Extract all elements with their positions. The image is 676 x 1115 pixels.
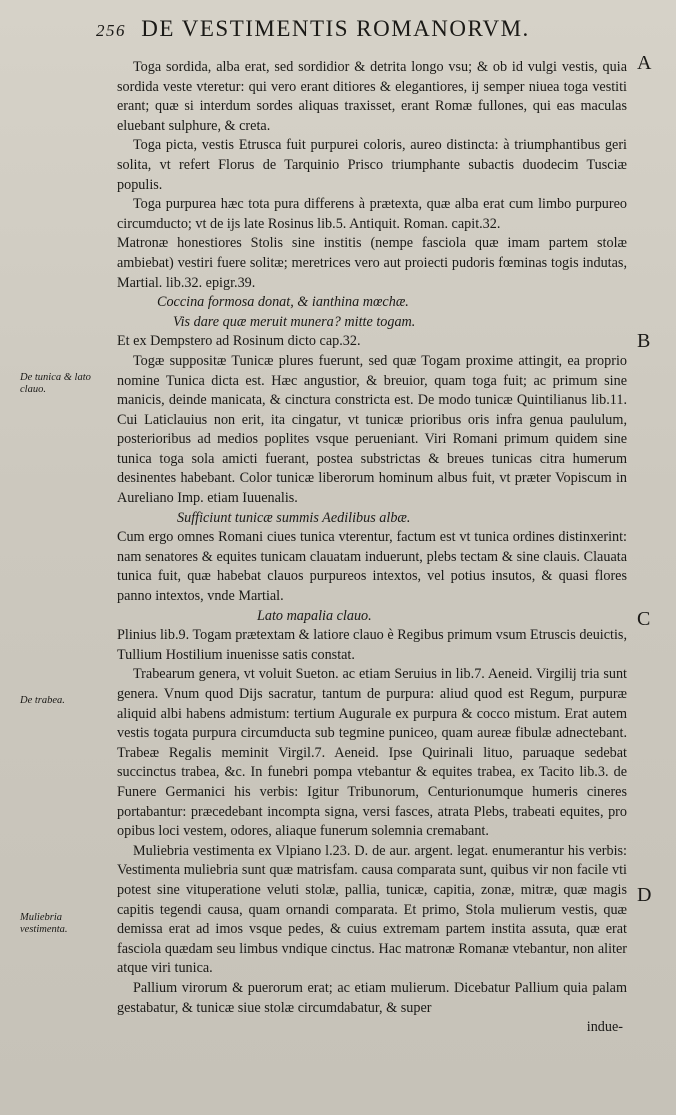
text-body (117, 58, 627, 1038)
paragraph: Toga purpurea hæc tota pura differens à prætexta, quæ alba erat cum limbo purpureo circumducto; vt de ijs late Rosinus lib.5. Antiquit. Roman. capit.32. (117, 196, 627, 232)
section-letter-a: A (637, 52, 652, 74)
paragraph: Muliebria vestimenta ex Vlpiano l.23. D. de aur. argent. legat. enumerantur his verbis: Vestimenta muliebria sunt quæ matrisfam. causa comparata sunt, quibus vir non facile vti potest sine vituperatione veluti stolæ, pallia, tunicæ, capitia, zonæ, mitræ, quæ magis capitis tegendi causa, quam ornandi comparata. Et primo, Stola mulierum vestis, quæ demissa erat ad imos vsque pedes, & cuius extremam partem instita assuta, quæ erat fasciola quædam seu limbus vndique cinctus. Hac matronæ Romanæ vtebantur, non aliter atque viri tunica. (117, 842, 627, 977)
section-letter-b: B (637, 330, 651, 352)
verse-line: Lato mapalia clauo. (257, 607, 372, 624)
paragraph: Et ex Dempstero ad Rosinum dicto cap.32. (117, 333, 361, 350)
section-letter-d: D (637, 884, 652, 906)
side-note: De trabea. (20, 695, 65, 706)
paragraph: Plinius lib.9. Togam prætextam & latiore clauo è Regibus primum vsum Etruscis deuictis, Tullium Hostilium inuenisse satis constat. (117, 627, 627, 663)
paragraph: Toga picta, vestis Etrusca fuit purpurei coloris, aureo distincta: à triumphantibus geri solita, vt refert Florus de Tarquinio Prisco triumphante subactis duodecim Tusciæ populis. (117, 137, 627, 193)
paragraph: Toga sordida, alba erat, sed sordidior & detrita longo vsu; & ob id vulgi vestis, quia sordida veste vteretur: qui vero erant ditiores & elegantiores, ij semper niuea toga vestiti erant; quæ si interdum sordes aliquas traxisset, erant Romæ fullones, qui eas maculas eluebant sulphure, & creta. (117, 59, 627, 134)
paragraph: Pallium virorum & puerorum erat; ac etiam mulierum. Dicebatur Pallium quia palam gestabatur, & tunicæ siue stolæ circumdabatur, & super (117, 979, 627, 1016)
side-note: De tunica & lato clauo. (20, 372, 91, 395)
verse-line: Sufficiunt tunicæ summis Aedilibus albæ. (177, 509, 411, 526)
paragraph: Trabearum genera, vt voluit Sueton. ac etiam Seruius in lib.7. Aeneid. Virgilij tria sunt genera. Vnum quod Dijs sacratur, tantum de purpura: aliud quod est Regum, purpuræ aliquid albi habens admistum: tertium Augurale ex purpura & cocco mistum. Erat autem vestis togata purpura circumducta sub tegmine puniceo, quam aureæ fibulæ adnectebant. Trabeæ Regalis meminit Virgil.7. Aeneid. Ipse Quirinali lituo, paruaque sedebat succinctus trabea, &c. In funebri pompa vtebantur & equites trabea, ex Tacito lib.3. de Funere Germanici his verbis: Igitur Tribunorum, Centurionumque humeris cineres portabantur: præcedebant incompta signa, versi fasces, atrata Plebs, trabeati equites, pro opibus loci vestem, odores, aliaque funerum solemnia cremabant. (117, 666, 627, 840)
verse-line: Coccina formosa donat, & ianthina mœchæ. (157, 294, 409, 311)
page-number: 256 (96, 21, 126, 40)
paragraph: Matronæ honestiores Stolis sine institis (nempe fasciola quæ imam partem stolæ ambiebat) vestiri fuere solitæ; meretrices vero aut proiecti pudoris fœminas togis indutas, Martial. lib.32. epigr.39. (117, 235, 627, 291)
verse-line: Vis dare quæ meruit munera? mitte togam. (173, 313, 416, 330)
running-header (96, 16, 616, 46)
paragraph: Togæ suppositæ Tunicæ plures fuerunt, sed quæ Togam proxime attingit, ea proprio nomine Tunica dicta est. Hæc angustior, & breuior, quam toga fuit; ac primum sine manicis, deinde manicata, & cinctura constricta est. De modo tunicæ Quintilianus lib.11. Cui Laticlauius non erit, ita cingatur, vt tunicæ prioribus oris infra genua paululum, posterioribus ad medios poplites vsque perueniant. Viri Romani primum quidem sine tunica toga sola amicti fuerant, postea substrictas & breues tunicas citra humerum desinentes habebant. Color tunicæ liberorum hominum albus fuit, vt præter Vopiscum in Aureliano Imp. etiam Iuuenalis. (117, 352, 627, 507)
side-note: Muliebria vestimenta. (20, 912, 68, 935)
paragraph: Cum ergo omnes Romani ciues tunica vterentur, factum est vt tunica ordines distinxerint: nam senatores & equites tunicam clauatam induerunt, plebs tectam & sine clauis. Clauata tunica fuit, quæ habebat clauos purpureos intextos, vel potius insutos, & quasi flores panno intextos, vnde Martial. (117, 529, 627, 605)
catchword: indue- (586, 1019, 623, 1036)
page-title: DE VESTIMENTIS ROMANORVM. (141, 16, 530, 41)
section-letter-c: C (637, 608, 651, 630)
